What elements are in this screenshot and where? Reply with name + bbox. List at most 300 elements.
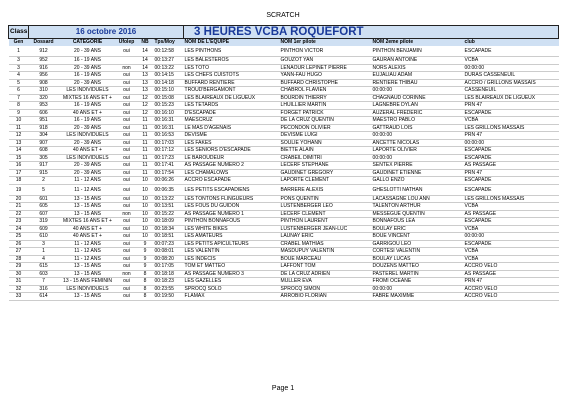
cell-nb: 13 bbox=[137, 72, 154, 80]
cell-nb: 12 bbox=[137, 109, 154, 117]
cell-categorie: 20 - 39 ANS bbox=[59, 79, 117, 87]
table-row bbox=[9, 132, 559, 140]
cell-gen: 6 bbox=[9, 87, 29, 95]
cell-categorie: 13 - 15 ANS bbox=[59, 210, 117, 218]
table-row bbox=[9, 102, 559, 110]
event-date: 16 octobre 2016 bbox=[29, 26, 184, 39]
cell-dossard: 305 bbox=[29, 154, 59, 162]
cell-pilot-2: EUJALIAU ADAM bbox=[372, 72, 464, 80]
table-row bbox=[9, 169, 559, 177]
cell-gen: 4 bbox=[9, 72, 29, 80]
cell-dossard: 916 bbox=[29, 64, 59, 72]
col-header-ufolep: Ufolep bbox=[117, 39, 137, 47]
table-row bbox=[9, 94, 559, 102]
cell-ufolep: oui bbox=[117, 263, 137, 271]
cell-club: ESCAPADE bbox=[464, 147, 559, 155]
table-row bbox=[9, 72, 559, 80]
cell-nb: 10 bbox=[137, 233, 154, 241]
cell-club: ACCRO VELO bbox=[464, 293, 559, 301]
col-header-dossard: Dossard bbox=[29, 39, 59, 47]
cell-team-name: LES PINTHONS bbox=[184, 46, 280, 57]
cell-nb: 11 bbox=[137, 147, 154, 155]
event-title: 3 HEURES VCBA ROQUEFORT bbox=[184, 26, 559, 39]
cell-ufolep: oui bbox=[117, 255, 137, 263]
results-table bbox=[8, 25, 559, 301]
cell-gen: 11 bbox=[9, 124, 29, 132]
page-number: Page 1 bbox=[271, 385, 295, 392]
cell-pilot-2: SENTEX PIERRE bbox=[372, 162, 464, 170]
cell-tps-moy: 00:15:23 bbox=[154, 102, 184, 110]
cell-ufolep: oui bbox=[117, 124, 137, 132]
cell-pilot-2: TALENTON ARTHUR bbox=[372, 203, 464, 211]
cell-gen: 21 bbox=[9, 203, 29, 211]
cell-pilot-2: LAPORTE OLIVIER bbox=[372, 147, 464, 155]
cell-tps-moy: 00:17:05 bbox=[154, 263, 184, 271]
cell-ufolep: oui bbox=[117, 94, 137, 102]
cell-pilot-1: BUFFARD CHRISTOPHE bbox=[280, 79, 372, 87]
cell-club: PRN 47 bbox=[464, 102, 559, 110]
cell-pilot-1: ARROBIO FLORIAN bbox=[280, 293, 372, 301]
cell-categorie: 11 - 12 ANS bbox=[59, 255, 117, 263]
cell-dossard: 608 bbox=[29, 147, 59, 155]
cell-categorie: 13 - 15 ANS bbox=[59, 270, 117, 278]
cell-categorie: LES INDIVIDUELS bbox=[59, 285, 117, 293]
cell-club: LES BLAIREAUX DE LIGUEUX bbox=[464, 94, 559, 102]
cell-club: ESCAPADE bbox=[464, 184, 559, 195]
cell-tps-moy: 00:12:58 bbox=[154, 46, 184, 57]
table-row bbox=[9, 285, 559, 293]
table-row bbox=[9, 162, 559, 170]
cell-gen: 28 bbox=[9, 255, 29, 263]
cell-gen: 27 bbox=[9, 248, 29, 256]
table-row bbox=[9, 109, 559, 117]
cell-nb: 14 bbox=[137, 46, 154, 57]
cell-pilot-1: BOUE MARCEAU bbox=[280, 255, 372, 263]
cell-categorie: LES INDIVIDUELS bbox=[59, 154, 117, 162]
cell-pilot-2: CORTESI VALENTIN bbox=[372, 248, 464, 256]
cell-dossard: 5 bbox=[29, 184, 59, 195]
cell-pilot-2: 00:00:00 bbox=[372, 87, 464, 95]
event-header-row bbox=[9, 26, 559, 39]
cell-tps-moy: 00:17:03 bbox=[154, 139, 184, 147]
cell-nb: 11 bbox=[137, 154, 154, 162]
cell-pilot-2: PINTHON BENJAMIN bbox=[372, 46, 464, 57]
cell-team-name: LES BLAIREAUX DE LIGUEUX bbox=[184, 94, 280, 102]
cell-categorie: LES INDIVIDUELS bbox=[59, 132, 117, 140]
cell-club: ESCAPADE bbox=[464, 109, 559, 117]
cell-dossard: 918 bbox=[29, 124, 59, 132]
cell-dossard: 7 bbox=[29, 278, 59, 286]
table-row bbox=[9, 255, 559, 263]
cell-dossard: 310 bbox=[29, 87, 59, 95]
table-row bbox=[9, 147, 559, 155]
cell-categorie: 16 - 19 ANS bbox=[59, 117, 117, 125]
cell-club: ESCAPADE bbox=[464, 218, 559, 226]
cell-pilot-1: BOURDIN THIERRY bbox=[280, 94, 372, 102]
cell-team-name: AS PASSAGE NUMERO 3 bbox=[184, 270, 280, 278]
table-row bbox=[9, 263, 559, 271]
cell-team-name: TROUD'BERGAMONT bbox=[184, 87, 280, 95]
cell-ufolep: oui bbox=[117, 109, 137, 117]
cell-dossard: 605 bbox=[29, 203, 59, 211]
cell-club: ACCRO VELO bbox=[464, 263, 559, 271]
table-row bbox=[9, 117, 559, 125]
cell-team-name: LES WHITE BIKES bbox=[184, 225, 280, 233]
cell-dossard: 1 bbox=[29, 248, 59, 256]
table-row bbox=[9, 270, 559, 278]
table-row bbox=[9, 293, 559, 301]
cell-nb: 13 bbox=[137, 79, 154, 87]
cell-pilot-1: CRABEIL DIMITRI bbox=[280, 154, 372, 162]
cell-ufolep: non bbox=[117, 270, 137, 278]
cell-dossard: 952 bbox=[29, 57, 59, 65]
cell-gen: 7 bbox=[9, 94, 29, 102]
cell-dossard: 2 bbox=[29, 177, 59, 185]
cell-categorie: 13 - 15 ANS bbox=[59, 195, 117, 203]
cell-nb: 8 bbox=[137, 278, 154, 286]
cell-tps-moy: 00:14:18 bbox=[154, 79, 184, 87]
cell-team-name: LES TONTONS FLINGUEURS bbox=[184, 195, 280, 203]
cell-ufolep: oui bbox=[117, 285, 137, 293]
cell-categorie: 16 - 19 ANS bbox=[59, 57, 117, 65]
cell-team-name: LE MAS D'AGENAIS bbox=[184, 124, 280, 132]
table-row bbox=[9, 87, 559, 95]
cell-ufolep: oui bbox=[117, 240, 137, 248]
cell-pilot-2: GALLO ENZO bbox=[372, 177, 464, 185]
cell-categorie: 11 - 12 ANS bbox=[59, 248, 117, 256]
cell-team-name: LES SENIORS D'ESCAPADE bbox=[184, 147, 280, 155]
cell-tps-moy: 00:16:53 bbox=[154, 132, 184, 140]
cell-tps-moy: 00:19:50 bbox=[154, 293, 184, 301]
cell-tps-moy: 00:18:51 bbox=[154, 233, 184, 241]
cell-categorie: MIXTES 16 ANS ET + bbox=[59, 218, 117, 226]
cell-gen: 3 bbox=[9, 64, 29, 72]
cell-dossard: 319 bbox=[29, 218, 59, 226]
cell-club: PRN 47 bbox=[464, 132, 559, 140]
cell-dossard: 607 bbox=[29, 210, 59, 218]
cell-dossard: 917 bbox=[29, 162, 59, 170]
cell-pilot-1: MULLER EVA bbox=[280, 278, 372, 286]
cell-club: ESCAPADE bbox=[464, 46, 559, 57]
cell-ufolep: oui bbox=[117, 203, 137, 211]
cell-tps-moy: 00:15:08 bbox=[154, 94, 184, 102]
cell-team-name: ACCRO ESCAPADE bbox=[184, 177, 280, 185]
cell-club: LES GRILLONS MASSAIS bbox=[464, 195, 559, 203]
cell-team-name: LES INDECIS bbox=[184, 255, 280, 263]
cell-tps-moy: 00:17:12 bbox=[154, 147, 184, 155]
cell-pilot-1: YANN-FAU HUGO bbox=[280, 72, 372, 80]
table-row bbox=[9, 210, 559, 218]
cell-pilot-1: PINTHON LAURENT bbox=[280, 218, 372, 226]
cell-nb: 8 bbox=[137, 270, 154, 278]
cell-team-name: LES PETITS ESCAPADIENS bbox=[184, 184, 280, 195]
table-row bbox=[9, 278, 559, 286]
cell-gen: 1 bbox=[9, 46, 29, 57]
table-row bbox=[9, 233, 559, 241]
cell-nb: 11 bbox=[137, 169, 154, 177]
cell-categorie: 11 - 12 ANS bbox=[59, 240, 117, 248]
table-row bbox=[9, 154, 559, 162]
table-row bbox=[9, 79, 559, 87]
table-row bbox=[9, 218, 559, 226]
cell-dossard: 4 bbox=[29, 255, 59, 263]
cell-gen: 5 bbox=[9, 79, 29, 87]
cell-categorie: MIXTES 16 ANS ET + bbox=[59, 94, 117, 102]
results-body bbox=[9, 46, 559, 300]
cell-pilot-2: GAURAN ANTOINE bbox=[372, 57, 464, 65]
cell-tps-moy: 00:15:22 bbox=[154, 210, 184, 218]
cell-dossard: 316 bbox=[29, 285, 59, 293]
cell-dossard: 953 bbox=[29, 102, 59, 110]
cell-ufolep: oui bbox=[117, 233, 137, 241]
column-header-row bbox=[9, 39, 559, 47]
cell-gen: 17 bbox=[9, 169, 29, 177]
cell-dossard: 614 bbox=[29, 293, 59, 301]
cell-dossard: 304 bbox=[29, 132, 59, 140]
cell-gen: 8 bbox=[9, 102, 29, 110]
cell-team-name: AS PASSAGE NUMERO 1 bbox=[184, 210, 280, 218]
cell-ufolep: oui bbox=[117, 46, 137, 57]
cell-pilot-1: LUSTENBERGER JEAN-LUC bbox=[280, 225, 372, 233]
cell-dossard: 908 bbox=[29, 79, 59, 87]
cell-ufolep: oui bbox=[117, 72, 137, 80]
cell-team-name: BUFFARD RENTIERE bbox=[184, 79, 280, 87]
cell-dossard: 610 bbox=[29, 233, 59, 241]
cell-tps-moy: 00:18:18 bbox=[154, 270, 184, 278]
cell-dossard: 320 bbox=[29, 94, 59, 102]
cell-pilot-2: AUZERAL FREDERIC bbox=[372, 109, 464, 117]
cell-dossard: 912 bbox=[29, 46, 59, 57]
cell-tps-moy: 00:18:09 bbox=[154, 218, 184, 226]
cell-ufolep: oui bbox=[117, 293, 137, 301]
cell-club: PRN 47 bbox=[464, 278, 559, 286]
cell-pilot-1: LECERF CLEMENT bbox=[280, 210, 372, 218]
cell-ufolep: oui bbox=[117, 102, 137, 110]
cell-pilot-2: GATTRAUD LOIS bbox=[372, 124, 464, 132]
cell-team-name: TOM ET MATTEO bbox=[184, 263, 280, 271]
cell-team-name: LES GAZELLES bbox=[184, 278, 280, 286]
cell-nb: 10 bbox=[137, 184, 154, 195]
cell-nb: 9 bbox=[137, 240, 154, 248]
cell-nb: 10 bbox=[137, 177, 154, 185]
cell-team-name: D'ESCAPADE bbox=[184, 109, 280, 117]
cell-pilot-1: LAPORTE CLEMENT bbox=[280, 177, 372, 185]
cell-gen: 33 bbox=[9, 293, 29, 301]
cell-pilot-1: DE LA CRUZ ADRIEN bbox=[280, 270, 372, 278]
cell-gen: 9 bbox=[9, 109, 29, 117]
cell-categorie: 40 ANS ET + bbox=[59, 147, 117, 155]
cell-gen: 22 bbox=[9, 210, 29, 218]
cell-categorie: 16 - 19 ANS bbox=[59, 72, 117, 80]
cell-pilot-2: MAESTRO PABLO bbox=[372, 117, 464, 125]
cell-pilot-1: BIETTE ALAIN bbox=[280, 147, 372, 155]
cell-dossard: 609 bbox=[29, 225, 59, 233]
cell-tps-moy: 00:08:01 bbox=[154, 248, 184, 256]
cell-tps-moy: 00:14:15 bbox=[154, 72, 184, 80]
cell-ufolep bbox=[117, 57, 137, 65]
cell-ufolep: oui bbox=[117, 184, 137, 195]
cell-ufolep: non bbox=[117, 210, 137, 218]
cell-ufolep: oui bbox=[117, 132, 137, 140]
cell-club: AS PASSAGE bbox=[464, 162, 559, 170]
cell-club: VCBA bbox=[464, 203, 559, 211]
cell-gen: 3 bbox=[9, 57, 29, 65]
cell-tps-moy: 00:17:41 bbox=[154, 162, 184, 170]
cell-ufolep: oui bbox=[117, 218, 137, 226]
cell-ufolep: oui bbox=[117, 154, 137, 162]
cell-dossard: 603 bbox=[29, 270, 59, 278]
cell-gen: 16 bbox=[9, 162, 29, 170]
cell-dossard: 907 bbox=[29, 139, 59, 147]
cell-pilot-1: MASDUPUY VALENTIN bbox=[280, 248, 372, 256]
cell-club: 00:00:00 bbox=[464, 233, 559, 241]
cell-gen: 26 bbox=[9, 240, 29, 248]
cell-categorie: 40 ANS ET + bbox=[59, 233, 117, 241]
cell-team-name: LES PETITS APICULTEURS bbox=[184, 240, 280, 248]
cell-club: AS PASSAGE bbox=[464, 210, 559, 218]
cell-pilot-2: FROMI OCEANE bbox=[372, 278, 464, 286]
table-row bbox=[9, 139, 559, 147]
cell-team-name: LES BALESTEROS bbox=[184, 57, 280, 65]
cell-categorie: 11 - 12 ANS bbox=[59, 177, 117, 185]
cell-team-name: DEVISME bbox=[184, 132, 280, 140]
col-header-team-name: NOM DE L'ÉQUIPE bbox=[184, 39, 280, 47]
cell-gen: 14 bbox=[9, 147, 29, 155]
cell-club: ESCAPADE bbox=[464, 154, 559, 162]
cell-categorie: 13 - 15 ANS FEMININ bbox=[59, 278, 117, 286]
cell-club: CASSENEUIL bbox=[464, 87, 559, 95]
cell-team-name: LES TOTO bbox=[184, 64, 280, 72]
cell-pilot-1: LHUILLIER MARTIN bbox=[280, 102, 372, 110]
cell-nb: 8 bbox=[137, 293, 154, 301]
table-row bbox=[9, 195, 559, 203]
cell-nb: 10 bbox=[137, 225, 154, 233]
cell-nb: 10 bbox=[137, 195, 154, 203]
cell-team-name: LES FAKES bbox=[184, 139, 280, 147]
cell-tps-moy: 00:16:10 bbox=[154, 109, 184, 117]
cell-pilot-2: RENTIERE THIBAU bbox=[372, 79, 464, 87]
table-row bbox=[9, 177, 559, 185]
cell-dossard: 601 bbox=[29, 195, 59, 203]
cell-tps-moy: 00:15:10 bbox=[154, 87, 184, 95]
cell-tps-moy: 00:18:34 bbox=[154, 225, 184, 233]
cell-pilot-1: PINTHON VICTOR bbox=[280, 46, 372, 57]
cell-pilot-2: BONNAFOUS LEA bbox=[372, 218, 464, 226]
cell-gen: 15 bbox=[9, 154, 29, 162]
cell-pilot-2: GAUDINET ETIENNE bbox=[372, 169, 464, 177]
cell-ufolep: oui bbox=[117, 177, 137, 185]
cell-categorie: 16 - 19 ANS bbox=[59, 102, 117, 110]
cell-dossard: 615 bbox=[29, 263, 59, 271]
cell-categorie: 20 - 39 ANS bbox=[59, 124, 117, 132]
cell-team-name: AS PASSAGE NUMERO 2 bbox=[184, 162, 280, 170]
cell-tps-moy: 00:16:31 bbox=[154, 124, 184, 132]
cell-categorie: 20 - 39 ANS bbox=[59, 162, 117, 170]
cell-gen: 23 bbox=[9, 218, 29, 226]
cell-tps-moy: 00:17:54 bbox=[154, 169, 184, 177]
cell-pilot-1: LUSTENBERGER LEO bbox=[280, 203, 372, 211]
cell-categorie: 40 ANS ET + bbox=[59, 225, 117, 233]
cell-pilot-1: GAUDINET GREGORY bbox=[280, 169, 372, 177]
table-row bbox=[9, 225, 559, 233]
cell-team-name: LES AMATEURS bbox=[184, 233, 280, 241]
cell-nb: 12 bbox=[137, 94, 154, 102]
cell-tps-moy: 00:13:27 bbox=[154, 57, 184, 65]
cell-pilot-2: ANCETTE NICOLAS bbox=[372, 139, 464, 147]
table-row bbox=[9, 124, 559, 132]
cell-dossard: 606 bbox=[29, 109, 59, 117]
cell-pilot-2: BOULAY LUCAS bbox=[372, 255, 464, 263]
cell-gen: 10 bbox=[9, 117, 29, 125]
cell-team-name: MAESCRUZ bbox=[184, 117, 280, 125]
cell-nb: 9 bbox=[137, 263, 154, 271]
cell-nb: 9 bbox=[137, 255, 154, 263]
cell-categorie: 13 - 15 ANS bbox=[59, 293, 117, 301]
cell-pilot-2: BOULAY ERIC bbox=[372, 225, 464, 233]
cell-ufolep: oui bbox=[117, 79, 137, 87]
cell-categorie: 11 - 12 ANS bbox=[59, 184, 117, 195]
cell-pilot-1: LAFFONT TOM bbox=[280, 263, 372, 271]
cell-ufolep: oui bbox=[117, 117, 137, 125]
cell-categorie: 20 - 39 ANS bbox=[59, 139, 117, 147]
cell-pilot-1: DE LA CRUZ QUENTIN bbox=[280, 117, 372, 125]
cell-nb: 9 bbox=[137, 248, 154, 256]
cell-tps-moy: 00:13:22 bbox=[154, 195, 184, 203]
cell-pilot-1: GOUZOT YAN bbox=[280, 57, 372, 65]
cell-dossard: 3 bbox=[29, 240, 59, 248]
cell-pilot-1: BARRERE ALEXIS bbox=[280, 184, 372, 195]
cell-team-name: LES TETARDS bbox=[184, 102, 280, 110]
cell-nb: 11 bbox=[137, 139, 154, 147]
cell-pilot-1: LECERF STEPHANE bbox=[280, 162, 372, 170]
cell-team-name: LES CHAMALOWS bbox=[184, 169, 280, 177]
cell-pilot-2: 00:00:00 bbox=[372, 132, 464, 140]
cell-team-name: FLAMAX bbox=[184, 293, 280, 301]
cell-gen: 32 bbox=[9, 285, 29, 293]
cell-tps-moy: 00:06:26 bbox=[154, 177, 184, 185]
cell-pilot-1: DEVISME LUIGI bbox=[280, 132, 372, 140]
table-row bbox=[9, 46, 559, 57]
cell-categorie: 20 - 39 ANS bbox=[59, 169, 117, 177]
cell-pilot-2: FABRE MAXIMME bbox=[372, 293, 464, 301]
cell-pilot-2: 00:00:00 bbox=[372, 285, 464, 293]
cell-gen: 20 bbox=[9, 195, 29, 203]
cell-ufolep: oui bbox=[117, 225, 137, 233]
cell-gen: 24 bbox=[9, 225, 29, 233]
cell-dossard: 956 bbox=[29, 72, 59, 80]
cell-pilot-2: LACASSAGNE LOU ANN bbox=[372, 195, 464, 203]
cell-categorie: 20 - 39 ANS bbox=[59, 46, 117, 57]
cell-nb: 13 bbox=[137, 87, 154, 95]
cell-dossard: 951 bbox=[29, 117, 59, 125]
cell-club: ESCAPADE bbox=[464, 240, 559, 248]
table-row bbox=[9, 240, 559, 248]
cell-categorie: 13 - 15 ANS bbox=[59, 203, 117, 211]
cell-club: 00:00:00 bbox=[464, 139, 559, 147]
cell-gen: 30 bbox=[9, 270, 29, 278]
cell-tps-moy: 00:18:23 bbox=[154, 278, 184, 286]
cell-ufolep: oui bbox=[117, 195, 137, 203]
cell-gen: 13 bbox=[9, 139, 29, 147]
table-row bbox=[9, 57, 559, 65]
cell-club: AS PASSAGE bbox=[464, 270, 559, 278]
table-row bbox=[9, 203, 559, 211]
cell-team-name: LES FOUS DU GUIDON bbox=[184, 203, 280, 211]
table-row bbox=[9, 248, 559, 256]
cell-pilot-2: BOUE VINCENT bbox=[372, 233, 464, 241]
cell-nb: 14 bbox=[137, 64, 154, 72]
cell-gen: 18 bbox=[9, 177, 29, 185]
